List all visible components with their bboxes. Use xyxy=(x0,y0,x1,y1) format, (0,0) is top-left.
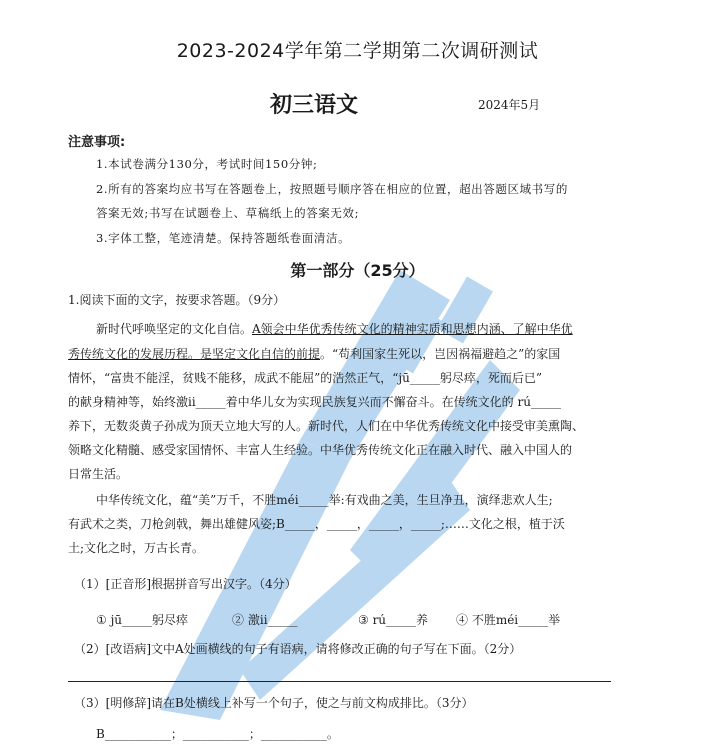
answer-line xyxy=(68,681,611,682)
notice-item: 1.本试卷满分130分，考试时间150分钟; xyxy=(96,157,318,171)
notice-heading: 注意事项: xyxy=(68,135,126,150)
sub-question-3: （3）[明修辞]请在B处横线上补写一个句子，使之与前文构成排比。（3分） xyxy=(74,696,474,710)
question-1: 1.阅读下面的文字，按要求答题。（9分） xyxy=(68,293,286,307)
part-title: 第一部分（25分） xyxy=(290,261,425,280)
passage-line: 领略文化精髓、感受家国情怀、丰富人生经验。中华优秀传统文化正在融入时代、融入中国人的 xyxy=(68,443,573,457)
notice-item: 2.所有的答案均应书写在答题卷上，按照题号顺序答在相应的位置，超出答题区域书写的 xyxy=(96,182,568,196)
passage-line: 养下，无数炎黄子孙成为顶天立地大写的人。新时代，人们在中华优秀传统文化中接受审美熏陶、 xyxy=(68,419,585,433)
passage-line: 日常生活。 xyxy=(68,467,129,481)
option-2: ② 激ⅱ_____ xyxy=(232,613,298,627)
passage-line: 中华传统文化，蕴“美”万千，不胜méi_____举:有戏曲之美，生旦净丑，演绎悲欢人生; xyxy=(96,493,553,507)
option-4: ④ 不胜méi_____举 xyxy=(456,613,561,627)
passage-line xyxy=(96,320,573,337)
notice-item: 3.字体工整，笔迹清楚。保持答题纸卷面清洁。 xyxy=(96,231,351,245)
passage-line: 的献身精神等，始终激ⅱ_____着中华儿女为实现民族复兴而不懈奋斗。在传统文化的 rú_____ xyxy=(68,395,561,409)
option-3: ③ rú_____养 xyxy=(358,613,429,627)
passage-line: 情怀，“富贵不能淫，贫贱不能移，成武不能屈”的浩然正气，“jū_____躬尽瘁，死而后已” xyxy=(68,371,542,385)
sub-question-1: （1）[正音形]根据拼音写出汉字。（4分） xyxy=(74,577,297,591)
option-1: ① jū_____躬尽瘁 xyxy=(96,613,189,627)
passage-line: 有武术之类，刀枪剑戟，舞出雄健风姿;B_____，_____，_____，_____;……文化之根，植于沃 xyxy=(68,517,565,531)
sentence-a-underlined: A领会中华优秀传统文化的精神实质和思想内涵、了解中华优 xyxy=(252,322,573,336)
passage-text: 新时代呼唤坚定的文化自信。 xyxy=(96,322,253,336)
sentence-a-underlined: 秀传统文化的发展历程。是坚定文化自信的前提 xyxy=(68,347,321,361)
notice-item: 答案无效;书写在试题卷上、草稿纸上的答案无效; xyxy=(96,206,360,220)
answer-b-blanks: B___________；___________；___________。 xyxy=(96,727,339,741)
exam-title: 2023-2024学年第二学期第二次调研测试 xyxy=(176,40,539,62)
passage-text: 。“苟利国家生死以，岂因祸福避趋之”的家国 xyxy=(320,347,561,361)
exam-date: 2024年5月 xyxy=(478,98,541,112)
sub-question-2: （2）[改语病]文中A处画横线的句子有语病，请将修改正确的句子写在下面。（2分） xyxy=(74,642,522,656)
passage-line xyxy=(68,345,560,362)
passage-line: 土;文化之时，万古长青。 xyxy=(68,541,205,555)
subject-title: 初三语文 xyxy=(270,93,359,118)
